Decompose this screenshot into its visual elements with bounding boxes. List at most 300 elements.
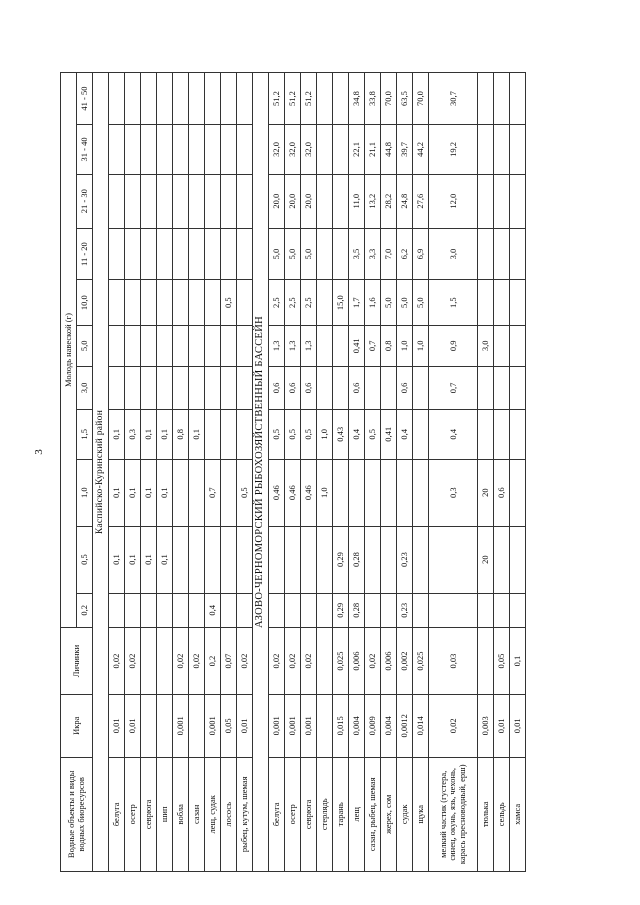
value-cell: 0,05 [221,694,237,757]
value-cell: 12,0 [429,174,478,228]
table-body [93,73,526,872]
value-cell [221,459,237,526]
value-cell [125,228,141,280]
species-name-cell: сазан, рыбец, шемая [365,757,381,871]
value-cell [189,228,205,280]
value-cell: 7,0 [381,228,397,280]
value-cell: 0,025 [333,628,349,695]
value-cell [189,73,205,125]
value-cell: 0,025 [413,628,429,695]
value-cell: 2,5 [285,280,301,325]
value-cell [141,628,157,695]
value-cell: 0,1 [157,459,173,526]
value-cell: 44,8 [381,125,397,175]
value-cell [125,280,141,325]
value-cell: 0,4 [429,410,478,460]
value-cell [413,593,429,628]
value-cell [173,228,189,280]
header-size-cell: 41 - 50 [77,73,93,125]
header-size-cell: 5,0 [77,325,93,366]
value-cell: 5,0 [301,228,317,280]
value-cell [157,628,173,695]
table-row [510,73,526,872]
value-cell [157,228,173,280]
species-name-cell: мелкий частик (густера, синец, окунь, язь, чехонь, карась пресноводный, ерш) [429,757,478,871]
value-cell: 6,2 [397,228,413,280]
value-cell: 6,9 [413,228,429,280]
value-cell: 0,6 [285,366,301,409]
section-row [253,73,269,872]
value-cell [478,174,494,228]
value-cell: 24,8 [397,174,413,228]
value-cell [429,526,478,593]
value-cell: 1,0 [413,325,429,366]
value-cell: 0,02 [125,628,141,695]
table-row [349,73,365,872]
value-cell [189,694,205,757]
value-cell [478,593,494,628]
value-cell: 0,41 [349,325,365,366]
value-cell: 0,29 [333,593,349,628]
value-cell [494,280,510,325]
value-cell [237,366,253,409]
species-name-cell: рыбец, кутум, шемая [237,757,253,871]
value-cell: 5,0 [381,280,397,325]
value-cell: 0,46 [285,459,301,526]
value-cell: 3,0 [429,228,478,280]
value-cell: 0,1 [141,410,157,460]
value-cell: 0,001 [173,694,189,757]
value-cell [510,593,526,628]
value-cell [478,125,494,175]
value-cell [478,366,494,409]
value-cell: 0,1 [109,410,125,460]
value-cell [173,174,189,228]
value-cell: 0,02 [189,628,205,695]
value-cell [157,125,173,175]
value-cell: 0,001 [269,694,285,757]
value-cell: 44,2 [413,125,429,175]
table-row [109,73,125,872]
value-cell: 0,6 [349,366,365,409]
value-cell [205,325,221,366]
species-name-cell: хамса [510,757,526,871]
section-row [93,73,109,872]
value-cell: 0,02 [109,628,125,695]
value-cell [189,325,205,366]
value-cell: 0,002 [397,628,413,695]
value-cell: 21,1 [365,125,381,175]
value-cell [141,73,157,125]
value-cell [189,174,205,228]
species-name-cell: тарань [333,757,349,871]
value-cell: 0,003 [478,694,494,757]
value-cell [510,174,526,228]
value-cell: 0,009 [365,694,381,757]
species-name-cell: судак [397,757,413,871]
value-cell [141,280,157,325]
value-cell [317,73,333,125]
value-cell [317,280,333,325]
header-ikra: Икра [61,694,93,757]
value-cell [205,366,221,409]
species-name-cell: осетр [285,757,301,871]
value-cell [125,366,141,409]
value-cell: 0,23 [397,593,413,628]
value-cell: 1,3 [285,325,301,366]
value-cell [157,73,173,125]
value-cell [157,694,173,757]
header-size-cell: 10,0 [77,280,93,325]
value-cell [237,593,253,628]
table-row [365,73,381,872]
value-cell: 0,1 [125,526,141,593]
value-cell [157,280,173,325]
value-cell: 0,1 [141,526,157,593]
value-cell [221,228,237,280]
table-row [397,73,413,872]
value-cell: 0,001 [205,694,221,757]
species-name-cell: сазан [189,757,205,871]
value-cell [333,228,349,280]
value-cell: 11,0 [349,174,365,228]
value-cell [205,125,221,175]
value-cell: 0,014 [413,694,429,757]
value-cell: 0,28 [349,526,365,593]
value-cell: 0,02 [365,628,381,695]
value-cell [141,325,157,366]
value-cell [494,410,510,460]
value-cell: 0,1 [189,410,205,460]
value-cell [109,174,125,228]
value-cell: 70,0 [381,73,397,125]
value-cell: 0,4 [349,410,365,460]
value-cell [221,410,237,460]
value-cell: 30,7 [429,73,478,125]
species-name-cell: жерех, сом [381,757,397,871]
value-cell [141,125,157,175]
value-cell: 70,0 [413,73,429,125]
value-cell [494,73,510,125]
value-cell [173,593,189,628]
value-cell [173,325,189,366]
value-cell: 0,28 [349,593,365,628]
value-cell: 32,0 [285,125,301,175]
value-cell [478,228,494,280]
value-cell [333,125,349,175]
value-cell [333,325,349,366]
value-cell: 0,6 [494,459,510,526]
table-row [237,73,253,872]
value-cell [221,325,237,366]
value-cell: 27,6 [413,174,429,228]
value-cell: 0,5 [285,410,301,460]
value-cell [510,228,526,280]
value-cell: 20,0 [301,174,317,228]
value-cell [109,228,125,280]
value-cell [510,280,526,325]
value-cell [494,228,510,280]
value-cell [510,410,526,460]
value-cell [494,366,510,409]
value-cell: 0,01 [109,694,125,757]
value-cell [317,125,333,175]
value-cell [157,593,173,628]
value-cell [333,174,349,228]
value-cell [494,593,510,628]
value-cell: 0,8 [173,410,189,460]
value-cell: 63,5 [397,73,413,125]
section-title: АЗОВО-ЧЕРНОМОРСКИЙ РЫБОХОЗЯЙСТВЕННЫЙ БАССЕЙН [253,73,269,872]
value-cell: 0,46 [301,459,317,526]
value-cell [173,280,189,325]
value-cell: 22,1 [349,125,365,175]
value-cell: 0,001 [285,694,301,757]
value-cell [478,628,494,695]
value-cell [221,73,237,125]
value-cell [333,73,349,125]
value-cell: 0,6 [301,366,317,409]
value-cell: 0,1 [125,459,141,526]
value-cell: 0,004 [381,694,397,757]
value-cell: 34,8 [349,73,365,125]
value-cell [237,73,253,125]
value-cell: 0,03 [429,628,478,695]
value-cell: 39,7 [397,125,413,175]
table-row [494,73,510,872]
value-cell: 0,02 [237,628,253,695]
species-name-cell: белуга [269,757,285,871]
value-cell [397,459,413,526]
value-cell: 0,01 [125,694,141,757]
value-cell [494,325,510,366]
value-cell [301,526,317,593]
table-row [173,73,189,872]
value-cell [317,628,333,695]
value-cell: 1,7 [349,280,365,325]
value-cell [494,526,510,593]
value-cell [189,366,205,409]
value-cell: 5,0 [397,280,413,325]
value-cell [237,280,253,325]
value-cell: 3,0 [478,325,494,366]
value-cell: 32,0 [269,125,285,175]
value-cell [173,73,189,125]
value-cell: 3,3 [365,228,381,280]
value-cell: 20,0 [269,174,285,228]
value-cell [221,125,237,175]
value-cell: 20 [478,526,494,593]
value-cell [494,174,510,228]
table-row [429,73,478,872]
value-cell [237,325,253,366]
value-cell: 0,23 [397,526,413,593]
value-cell [413,410,429,460]
value-cell [510,366,526,409]
value-cell: 0,001 [301,694,317,757]
value-cell [109,125,125,175]
value-cell [173,366,189,409]
value-cell [365,459,381,526]
value-cell [189,280,205,325]
value-cell [269,593,285,628]
table-row [141,73,157,872]
value-cell [237,526,253,593]
value-cell [413,366,429,409]
value-cell [157,174,173,228]
value-cell: 33,8 [365,73,381,125]
value-cell [381,526,397,593]
value-cell: 0,1 [510,628,526,695]
value-cell: 0,05 [494,628,510,695]
value-cell: 1,0 [317,459,333,526]
value-cell: 0,01 [494,694,510,757]
value-cell: 0,07 [221,628,237,695]
species-name-cell: шип [157,757,173,871]
value-cell: 0,0012 [397,694,413,757]
table-row [269,73,285,872]
value-cell [237,228,253,280]
value-cell [510,73,526,125]
header-molod: Молодь навеской (г) [61,73,77,628]
value-cell [510,125,526,175]
species-name-cell: севрюга [301,757,317,871]
species-name-cell: лосось [221,757,237,871]
header-size-cell: 0,5 [77,526,93,593]
header-size-cell: 21 - 30 [77,174,93,228]
value-cell [365,366,381,409]
value-cell [141,174,157,228]
table-row [317,73,333,872]
species-name-cell: щука [413,757,429,871]
species-name-cell: осетр [125,757,141,871]
table-row [301,73,317,872]
header-size-cell: 1,0 [77,459,93,526]
value-cell: 51,2 [285,73,301,125]
value-cell: 0,7 [429,366,478,409]
value-cell: 1,5 [429,280,478,325]
table-row [221,73,237,872]
value-cell [189,125,205,175]
value-cell: 0,015 [333,694,349,757]
header-size-cell: 1,5 [77,410,93,460]
value-cell [365,526,381,593]
value-cell: 0,3 [125,410,141,460]
value-cell: 1,0 [397,325,413,366]
rotated-table-area [60,72,620,872]
value-cell [317,366,333,409]
value-cell [109,593,125,628]
header-size-cell: 0,2 [77,593,93,628]
value-cell [205,73,221,125]
value-cell: 0,46 [269,459,285,526]
species-name-cell: лещ, судак [205,757,221,871]
value-cell [189,526,205,593]
value-cell: 3,5 [349,228,365,280]
value-cell: 0,1 [109,459,125,526]
table-row [157,73,173,872]
value-cell: 1,6 [365,280,381,325]
value-cell: 0,5 [221,280,237,325]
value-cell [317,228,333,280]
value-cell [125,125,141,175]
value-cell [381,593,397,628]
value-cell: 0,6 [269,366,285,409]
value-cell [285,526,301,593]
value-cell: 0,006 [381,628,397,695]
value-cell [365,593,381,628]
value-cell [109,366,125,409]
value-cell: 5,0 [269,228,285,280]
value-cell: 0,5 [237,459,253,526]
value-cell: 0,9 [429,325,478,366]
value-cell: 19,2 [429,125,478,175]
value-cell: 0,4 [205,593,221,628]
value-cell [494,125,510,175]
value-cell [237,125,253,175]
header-size-cell: 3,0 [77,366,93,409]
value-cell [205,228,221,280]
value-cell [141,694,157,757]
value-cell: 1,3 [269,325,285,366]
value-cell [381,366,397,409]
value-cell [141,366,157,409]
page-number: 3 [32,449,45,455]
species-name-cell: тюлька [478,757,494,871]
value-cell [237,174,253,228]
value-cell: 0,7 [365,325,381,366]
value-cell: 0,29 [333,526,349,593]
table-row [125,73,141,872]
value-cell [413,526,429,593]
value-cell: 0,5 [301,410,317,460]
value-cell: 51,2 [301,73,317,125]
value-cell: 0,02 [285,628,301,695]
table-row [285,73,301,872]
value-cell [157,325,173,366]
value-cell: 20 [478,459,494,526]
header-objects: Водные объекты и виды водных биоресурсов [61,757,93,871]
species-name-cell: севрюга [141,757,157,871]
value-cell: 0,1 [157,526,173,593]
value-cell: 28,2 [381,174,397,228]
table-row [381,73,397,872]
value-cell: 2,5 [269,280,285,325]
value-cell: 0,5 [269,410,285,460]
value-cell: 20,0 [285,174,301,228]
value-cell: 2,5 [301,280,317,325]
value-cell [478,280,494,325]
value-cell: 0,7 [205,459,221,526]
value-cell [221,174,237,228]
value-cell [301,593,317,628]
value-cell [205,174,221,228]
value-cell [125,325,141,366]
value-cell: 0,2 [205,628,221,695]
value-cell: 5,0 [285,228,301,280]
value-cell [221,526,237,593]
table-row [333,73,349,872]
value-cell [125,593,141,628]
value-cell [478,410,494,460]
value-cell: 0,6 [397,366,413,409]
value-cell: 1,3 [301,325,317,366]
value-cell: 0,02 [301,628,317,695]
value-cell [109,325,125,366]
species-name-cell: вобла [173,757,189,871]
species-name-cell: стерлядь [317,757,333,871]
value-cell [221,593,237,628]
